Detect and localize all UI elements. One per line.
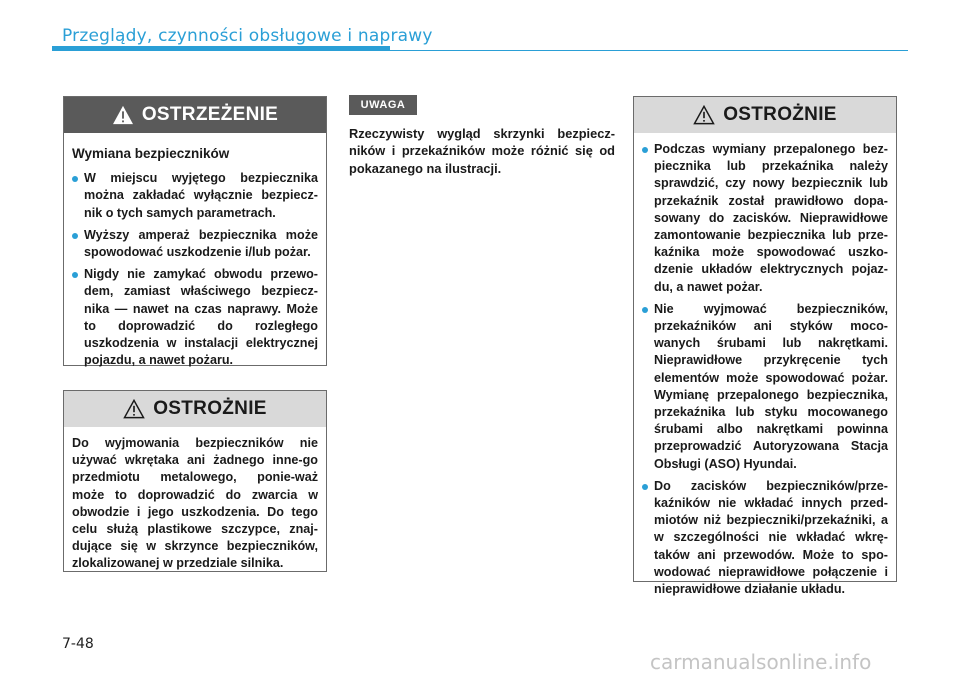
list-item: W miejscu wyjętego bezpiecznika można zakładać wyłącznie bezpiecz-nik o tych samych parametrach. [72,170,318,222]
warning-box-title: OSTRZEŻENIE [141,104,279,125]
bullet-dot-icon [72,233,78,239]
warning-triangle-icon [112,105,134,125]
page-number: 7-48 [62,636,94,652]
note-text: Rzeczywisty wygląd skrzynki bezpiecz-ników i przekaźników może różnić się od pokazanego na ilustracji. [349,126,615,176]
caution-box-right [633,96,897,597]
caution-box-left [63,390,327,572]
list-item: Podczas wymiany przepalonego bez-piecznika lub przekaźnika należy sprawdzić, czy nowy bezpiecznik lub przekaźnik został prawidłowo dopa-sowany do zacisków. Nieprawidłowe zamontowanie bezpiecznika lub prze-kaźnika może spowodować uszko-dzenie układów elektrycznych pojaz-du, a nawet pożar. [642,141,888,296]
list-item: Wyższy amperaż bezpiecznika może spowodować uszkodzenie i/lub pożar. [72,227,318,261]
watermark: carmanualsonline.info [650,650,872,674]
warning-box-subtitle: Wymiana bezpieczników [72,146,230,161]
caution-box-right-title: OSTROŻNIE [723,104,837,125]
bullet-dot-icon [642,484,648,490]
warning-triangle-icon [123,399,145,419]
warning-box [63,96,327,366]
warning-box-header [64,97,326,133]
caution-box-left-title: OSTROŻNIE [153,398,267,419]
caution-box-left-header [64,391,326,427]
bullet-dot-icon [642,307,648,313]
caution-box-right-header [634,97,896,133]
list-item: Nigdy nie zamykać obwodu przewo-dem, zamiast właściwego bezpiecz-nika — nawet na czas naprawy. Może to doprowadzić do rozległego uszkodzenia w instalacji elektrycznej pojazdu, a nawet pożaru. [72,266,318,369]
section-title: Przeglądy, czynności obsługowe i naprawy [62,26,433,46]
list-item: Do zacisków bezpieczników/prze-kaźników nie wkładać innych przed-miotów niż bezpieczniki/przekaźniki, a w szczególności nie wkładać wkrę-taków ani przewodów. Może to spo-wodować nieprawidłowe połączenie i nieprawidłowe działanie układu. [642,478,888,598]
caution-box-left-text: Do wyjmowania bezpieczników nie używać wkrętaka ani żadnego inne-go przedmiotu metalowego, ponie-waż może to doprowadzić do zwarcia w obwodzie i jego uszkodzenia. Do tego celu służą plastikowe szczypce, znaj-dujące się w skrzynce bezpieczników, zlokalizowanej w przedziale silnika. [72,436,318,571]
warning-triangle-icon [693,105,715,125]
bullet-dot-icon [72,176,78,182]
bullet-dot-icon [642,147,648,153]
note-tag: UWAGA [349,95,417,115]
list-item: Nie wyjmować bezpieczników, przekaźników ani styków moco-wanych śrubami lub nakrętkami. Nieprawidłowe przykręcenie tych elementów może spowodować pożar. Wymianę przepalonego bezpiecznika, przekaźnika lub styku mocowanego śrubami albo nakrętkami powinna przeprowadzić Autoryzowana Stacja Obsługi (ASO) Hyundai. [642,301,888,473]
bullet-dot-icon [72,272,78,278]
header-rule [52,50,908,51]
